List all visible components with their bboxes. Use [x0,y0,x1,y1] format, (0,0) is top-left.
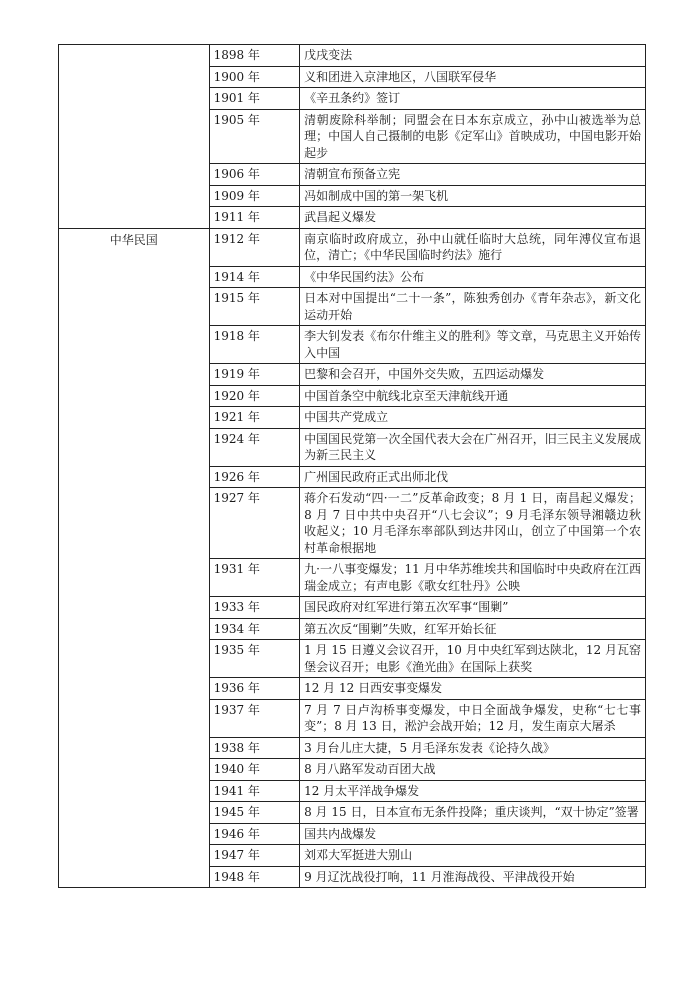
year-cell: 1901 年 [209,88,300,110]
year-cell: 1918 年 [209,326,300,364]
year-cell: 1905 年 [209,109,300,164]
year-cell: 1911 年 [209,207,300,229]
timeline-row [59,45,646,67]
year-cell: 1948 年 [209,866,300,888]
year-cell: 1914 年 [209,266,300,288]
year-cell: 1937 年 [209,699,300,737]
year-cell: 1898 年 [209,45,300,67]
year-cell: 1931 年 [209,559,300,597]
year-cell: 1915 年 [209,288,300,326]
year-cell: 1906 年 [209,164,300,186]
year-cell: 1941 年 [209,780,300,802]
event-cell: 蒋介石发动“四·一二”反革命政变；8 月 1 日，南昌起义爆发；8 月 7 日中共中央召开“八七会议”；9 月毛泽东领导湘赣边秋收起义；10 月毛泽东率部队到达井冈山，创立了中国第一个农村革命根据地 [300,488,646,559]
history-timeline-table [58,44,646,888]
event-cell: 9 月辽沈战役打响，11 月淮海战役、平津战役开始 [300,866,646,888]
era-label: 中华民国 [109,232,158,247]
event-cell: 12 月太平洋战争爆发 [300,780,646,802]
era-cell [59,45,210,229]
event-cell: 7 月 7 日卢沟桥事变爆发，中日全面战争爆发，史称“七七事变”；8 月 13 日，淞沪会战开始；12 月，发生南京大屠杀 [300,699,646,737]
event-cell: 清朝废除科举制；同盟会在日本东京成立，孙中山被选举为总理；中国人自己摄制的电影《定军山》首映成功，中国电影开始起步 [300,109,646,164]
event-cell: 12 月 12 日西安事变爆发 [300,678,646,700]
event-cell: 3 月台儿庄大捷，5 月毛泽东发表《论持久战》 [300,737,646,759]
year-cell: 1921 年 [209,407,300,429]
event-cell: 中国首条空中航线北京至天津航线开通 [300,385,646,407]
event-cell: 《辛丑条约》签订 [300,88,646,110]
year-cell: 1945 年 [209,802,300,824]
timeline-body [59,45,646,888]
event-cell: 1 月 15 日遵义会议召开，10 月中央红军到达陕北，12 月瓦窑堡会议召开；电影《渔光曲》在国际上获奖 [300,640,646,678]
event-cell: 南京临时政府成立，孙中山就任临时大总统，同年溥仪宣布退位，清亡；《中华民国临时约法》施行 [300,228,646,266]
event-cell: 中国国民党第一次全国代表大会在广州召开，旧三民主义发展成为新三民主义 [300,428,646,466]
event-cell: 8 月八路军发动百团大战 [300,759,646,781]
year-cell: 1935 年 [209,640,300,678]
timeline-row [59,228,646,266]
year-cell: 1933 年 [209,597,300,619]
year-cell: 1934 年 [209,618,300,640]
event-cell: 巴黎和会召开，中国外交失败，五四运动爆发 [300,364,646,386]
year-cell: 1919 年 [209,364,300,386]
event-cell: 冯如制成中国的第一架飞机 [300,185,646,207]
event-cell: 义和团进入京津地区，八国联军侵华 [300,66,646,88]
year-cell: 1938 年 [209,737,300,759]
event-cell: 《中华民国约法》公布 [300,266,646,288]
event-cell: 日本对中国提出“二十一条”，陈独秀创办《青年杂志》，新文化运动开始 [300,288,646,326]
year-cell: 1926 年 [209,466,300,488]
event-cell: 国共内战爆发 [300,823,646,845]
year-cell: 1940 年 [209,759,300,781]
event-cell: 刘邓大军挺进大别山 [300,845,646,867]
event-cell: 中国共产党成立 [300,407,646,429]
event-cell: 九·一八事变爆发；11 月中华苏维埃共和国临时中央政府在江西瑞金成立；有声电影《歌女红牡丹》公映 [300,559,646,597]
year-cell: 1946 年 [209,823,300,845]
event-cell: 清朝宣布预备立宪 [300,164,646,186]
event-cell: 武昌起义爆发 [300,207,646,229]
year-cell: 1927 年 [209,488,300,559]
event-cell: 8 月 15 日，日本宣布无条件投降；重庆谈判，“双十协定”签署 [300,802,646,824]
year-cell: 1936 年 [209,678,300,700]
event-cell: 国民政府对红军进行第五次军事“围剿” [300,597,646,619]
era-cell [59,228,210,888]
event-cell: 李大钊发表《布尔什维主义的胜利》等文章，马克思主义开始传入中国 [300,326,646,364]
year-cell: 1947 年 [209,845,300,867]
year-cell: 1909 年 [209,185,300,207]
year-cell: 1920 年 [209,385,300,407]
event-cell: 戊戌变法 [300,45,646,67]
era-label [63,47,205,48]
year-cell: 1912 年 [209,228,300,266]
event-cell: 第五次反“围剿”失败，红军开始长征 [300,618,646,640]
year-cell: 1924 年 [209,428,300,466]
event-cell: 广州国民政府正式出师北伐 [300,466,646,488]
year-cell: 1900 年 [209,66,300,88]
